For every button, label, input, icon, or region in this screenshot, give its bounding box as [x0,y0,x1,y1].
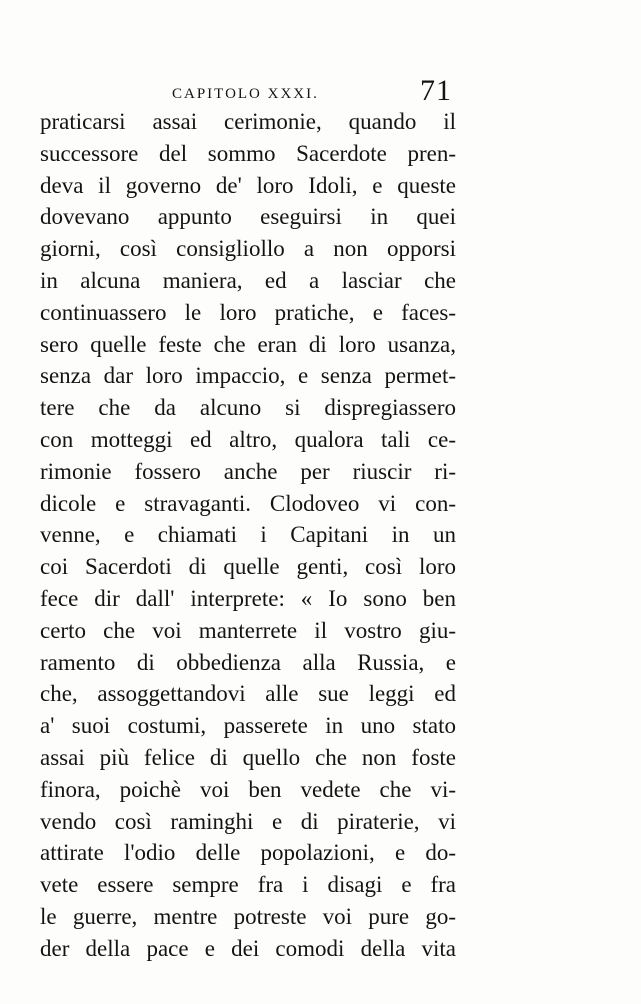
text-line: con motteggi ed altro, qualora tali ce- [40,426,456,452]
text-line: finora, poichè voi ben vedete che vi- [40,776,456,802]
text-line: senza dar loro impaccio, e senza permet- [40,363,456,389]
text-line: deva il governo de' loro Idoli, e queste [40,172,456,198]
text-line: vete essere sempre fra i disagi e fra [40,872,456,898]
text-line: venne, e chiamati i Capitani in un [40,522,456,548]
text-line: dovevano appunto eseguirsi in quei [40,204,456,230]
text-line: tere che da alcuno si dispregiassero [40,395,456,421]
text-line: giorni, così consigliollo a non opporsi [40,236,456,262]
text-line: in alcuna maniera, ed a lasciar che [40,267,456,293]
text-line: certo che voi manterrete il vostro giu- [40,617,456,643]
text-line: attirate l'odio delle popolazioni, e do- [40,840,456,866]
running-head [0,74,641,108]
text-line: rimonie fossero anche per riuscir ri- [40,458,456,484]
body-text [40,106,456,965]
text-line: sero quelle feste che eran di loro usanza, [40,331,456,357]
chapter-title: CAPITOLO XXXI. [172,86,319,102]
text-line: a' suoi costumi, passerete in uno stato [40,713,456,739]
text-line: le guerre, mentre potreste voi pure go- [40,903,456,929]
text-line: vendo così raminghi e di piraterie, vi [40,808,456,834]
text-line: ramento di obbedienza alla Russia, e [40,649,456,675]
page-number: 71 [420,74,452,107]
text-line: assai più felice di quello che non foste [40,744,456,770]
text-line: coi Sacerdoti di quelle genti, così loro [40,554,456,580]
text-line: continuassero le loro pratiche, e faces- [40,299,456,325]
text-line: che, assoggettandovi alle sue leggi ed [40,681,456,707]
text-line: fece dir dall' interprete: « Io sono ben [40,585,456,611]
text-line: der della pace e dei comodi della vita [40,935,456,961]
text-line: successore del sommo Sacerdote pren- [40,140,456,166]
text-line: praticarsi assai cerimonie, quando il [40,109,456,134]
text-line: dicole e stravaganti. Clodoveo vi con- [40,490,456,516]
